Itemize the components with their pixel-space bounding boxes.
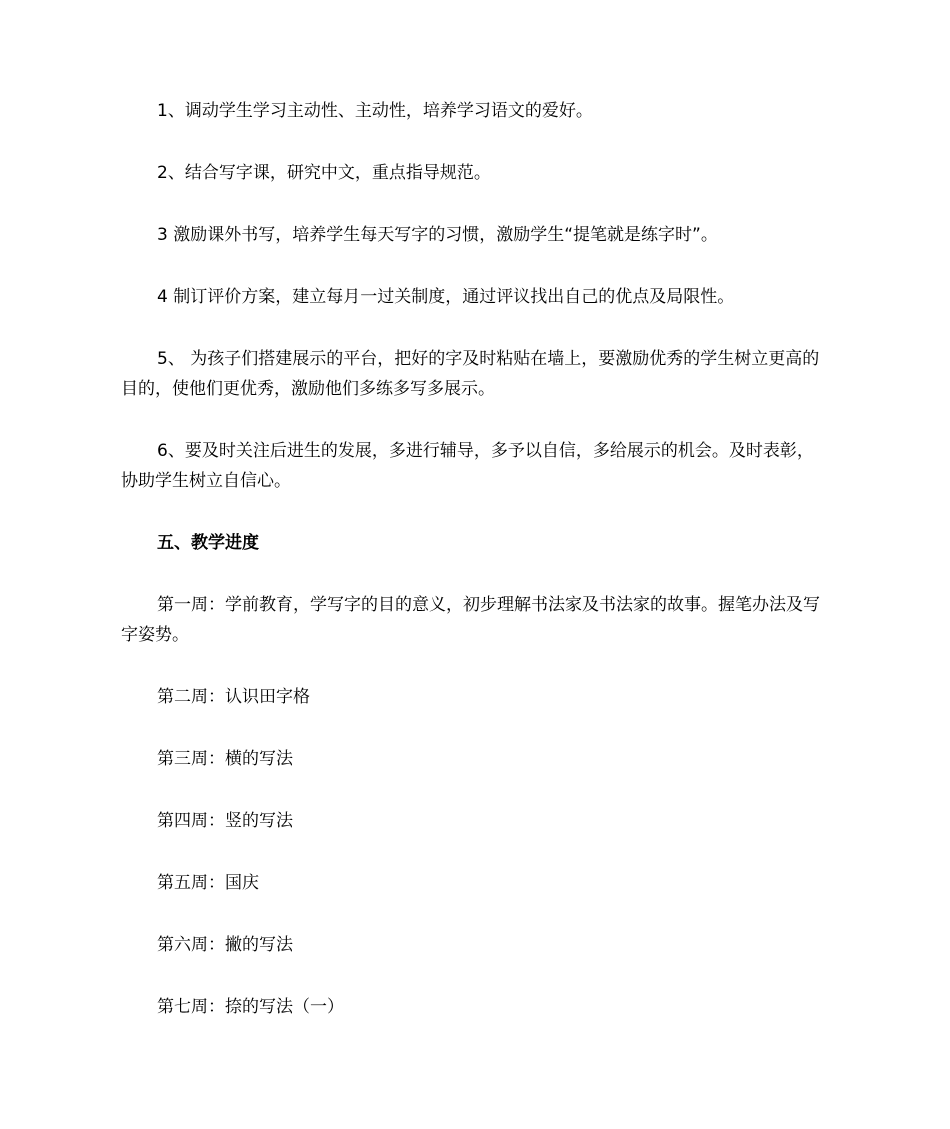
- paragraph-item-3: 3 激励课外书写，培养学生每天写字的习惯，激励学生“提笔就是练字时”。: [157, 225, 718, 245]
- schedule-week-2: 第二周：认识田字格: [157, 687, 310, 707]
- schedule-week-6: 第六周：撇的写法: [157, 935, 293, 955]
- paragraph-item-6: 6、要及时关注后进生的发展，多进行辅导，多予以自信，多给展示的机会。及时表彰，协助学生树立自信心。: [121, 441, 814, 491]
- schedule-week-1: 第一周：学前教育，学写字的目的意义，初步理解书法家及书法家的故事。握笔办法及写字姿势。: [121, 595, 820, 645]
- schedule-week-3: 第三周：横的写法: [157, 749, 293, 769]
- schedule-week-5: 第五周：国庆: [157, 873, 259, 893]
- paragraph-item-5: 5、 为孩子们搭建展示的平台，把好的字及时粘贴在墙上，要激励优秀的学生树立更高的目的，使他们更优秀，激励他们多练多写多展示。: [121, 349, 820, 399]
- section-heading: 五、教学进度: [157, 533, 259, 553]
- schedule-week-4: 第四周：竖的写法: [157, 811, 293, 831]
- schedule-week-7: 第七周：捺的写法（一）: [157, 997, 344, 1017]
- paragraph-item-1: 1、调动学生学习主动性、主动性，培养学习语文的爱好。: [157, 101, 593, 121]
- paragraph-item-4: 4 制订评价方案，建立每月一过关制度，通过评议找出自己的优点及局限性。: [157, 287, 735, 307]
- paragraph-item-2: 2、结合写字课，研究中文，重点指导规范。: [157, 163, 491, 183]
